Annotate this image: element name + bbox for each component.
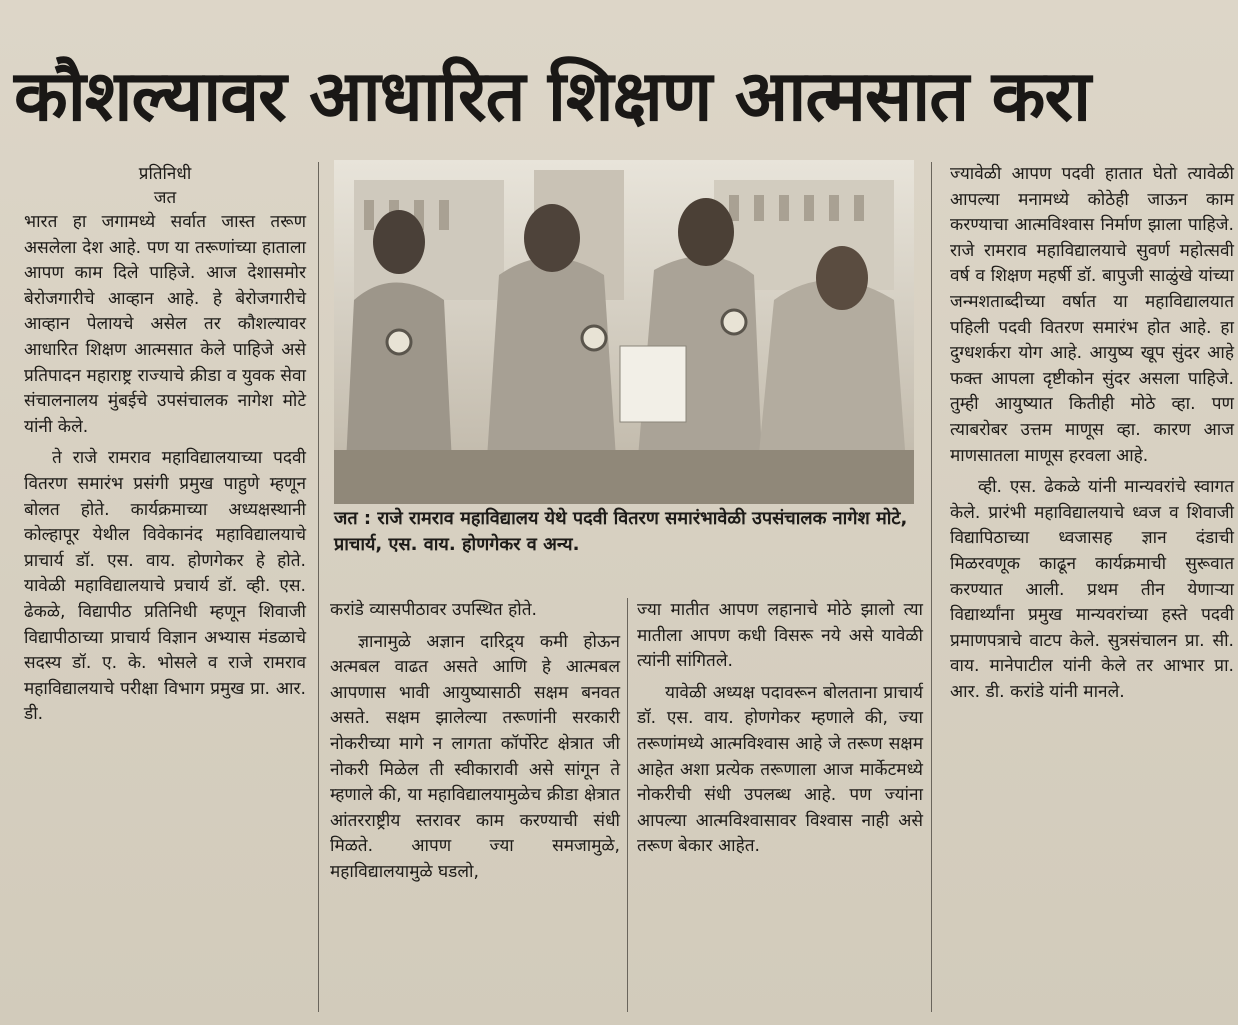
article-paragraph: करांडे व्यासपीठावर उपस्थित होते. xyxy=(330,600,538,620)
article-paragraph: ते राजे रामराव महाविद्यालयाच्या पदवी वितरण समारंभ प्रसंगी प्रमुख पाहुणे म्हणून बोलत होते. कार्यक्रमाच्या अध्यक्षस्थानी कोल्हापूर येथील विवेकानंद महाविद्यालयाचे प्राचार्य डॉ. एस. वाय. होणगेकर हे होते. यावेळी महाविद्यालयाचे प्रचार्य डॉ. व्ही. एस. ढेकळे, विद्यापीठ प्रतिनिधी म्हणून शिवाजी विद्यापीठाच्या प्राचार्य विज्ञान अभ्यास मंडळाचे सदस्य डॉ. ए. के. भोसले व राजे रामराव महाविद्यालयाचे परीक्षा विभाग प्रमुख प्रा. आर. डी. xyxy=(24,448,306,725)
photo-graphic xyxy=(334,160,914,504)
column-3 xyxy=(637,598,923,860)
photo-caption: जत : राजे रामराव महाविद्यालय येथे पदवी वितरण समारंभावेळी उपसंचालक नागेश मोटे, प्राचार्य, एस. वाय. होणगेकर व अन्य. xyxy=(334,508,908,555)
article-paragraph: व्ही. एस. ढेकळे यांनी मान्यवरांचे स्वागत केले. प्रारंभी महाविद्यालयाचे ध्वज व शिवाजी विद्यापिठाच्या ध्वजासह ज्ञान दंडाची मिळरवणूक काढून कार्यक्रमाची सुरूवात करण्यात आली. प्रथम तीन येणाऱ्या विद्यार्थ्यांना प्रमुख मान्यवरांच्या हस्ते पदवी प्रमाणपत्राचे वाटप केले. सुत्रसंचालन प्रा. सी. वाय. मानेपाटील यांनी केले तर आभार प्रा. आर. डी. करांडे यांनी मानले. xyxy=(950,477,1234,702)
article-paragraph: भारत हा जगामध्ये सर्वात जास्त तरूण असलेला देश आहे. पण या तरूणांच्या हाताला आपण काम दिले पाहिजे. आज देशासमोर बेरोजगारीचे आव्हान आहे. हे बेरोजगारीचे आव्हान पेलायचे असेल तर कौशल्यावर आधारित शिक्षण आत्मसात केले पाहिजे असे प्रतिपादन महाराष्ट्र राज्याचे क्रीडा व युवक सेवा संचालनालय मुंबईचे उपसंचालक नागेश मोटे यांनी केले. xyxy=(24,212,306,437)
byline-reporter: प्रतिनिधी xyxy=(138,164,192,184)
article-paragraph: ज्या मातीत आपण लहानाचे मोठे झालो त्या मातीला आपण कधी विसरू नये असे यावेळी त्यांनी सांगितले. xyxy=(637,600,923,672)
column-divider xyxy=(318,162,319,1012)
column-2 xyxy=(330,598,620,886)
column-1 xyxy=(24,162,306,728)
event-photo xyxy=(334,160,914,504)
article-paragraph: यावेळी अध्यक्ष पदावरून बोलताना प्राचार्य डॉ. एस. वाय. होणगेकर म्हणाले की, ज्या तरूणांमध्ये आत्मविश्वास आहे जे तरूण सक्षम आहेत अशा प्रत्येक तरूणाला आज मार्केटमध्ये नोकरीची संधी उपलब्ध आहे. पण ज्यांना आपल्या आत्मविश्वासावर विश्वास नाही असे तरूण बेकार आहेत. xyxy=(637,682,923,857)
byline-place: जत xyxy=(153,188,177,208)
column-divider xyxy=(931,162,932,1012)
column-divider xyxy=(627,598,628,1012)
article-paragraph: ज्यावेळी आपण पदवी हातात घेतो त्यावेळी आपल्या मनामध्ये कोठेही जाऊन काम करण्याचा आत्मविश्वास निर्माण झाला पाहिजे. राजे रामराव महाविद्यालयाचे सुवर्ण महोत्सवी वर्ष व शिक्षण महर्षी डॉ. बापुजी साळुंखे यांच्या जन्मशताब्दीच्या वर्षात या महाविद्यालयात पहिली पदवी वितरण समारंभ होत आहे. हा दुग्धशर्करा योग आहे. आयुष्य खूप सुंदर आहे फक्त आपला दृष्टीकोन सुंदर असला पाहिजे. तुम्ही आयुष्यात कितीही मोठे व्हा. पण त्याबरोबर उत्तम माणूस व्हा. कारण आज माणसातला माणूस हरवला आहे. xyxy=(950,164,1234,466)
column-4 xyxy=(950,162,1234,705)
headline: कौशल्यावर आधारित शिक्षण आत्मसात करा xyxy=(14,55,1091,137)
article-paragraph: ज्ञानामुळे अज्ञान दारिद्र्य कमी होऊन अत्मबल वाढत असते आणि हे आत्मबल आपणास भावी आयुष्यासाठी सक्षम बनवत असते. सक्षम झालेल्या तरूणांनी सरकारी नोकरीच्या मागे न लागता कॉर्पोरेट क्षेत्रात जी नोकरी मिळेल ती स्वीकारावी असे सांगून ते म्हणाले की, या महाविद्यालयामुळेच क्रीडा क्षेत्रात आंतरराष्ट्रीय स्तरावर काम करण्याची संधी मिळते. आपण ज्या समजामुळे, महाविद्यालयामुळे घडलो, xyxy=(330,631,620,882)
